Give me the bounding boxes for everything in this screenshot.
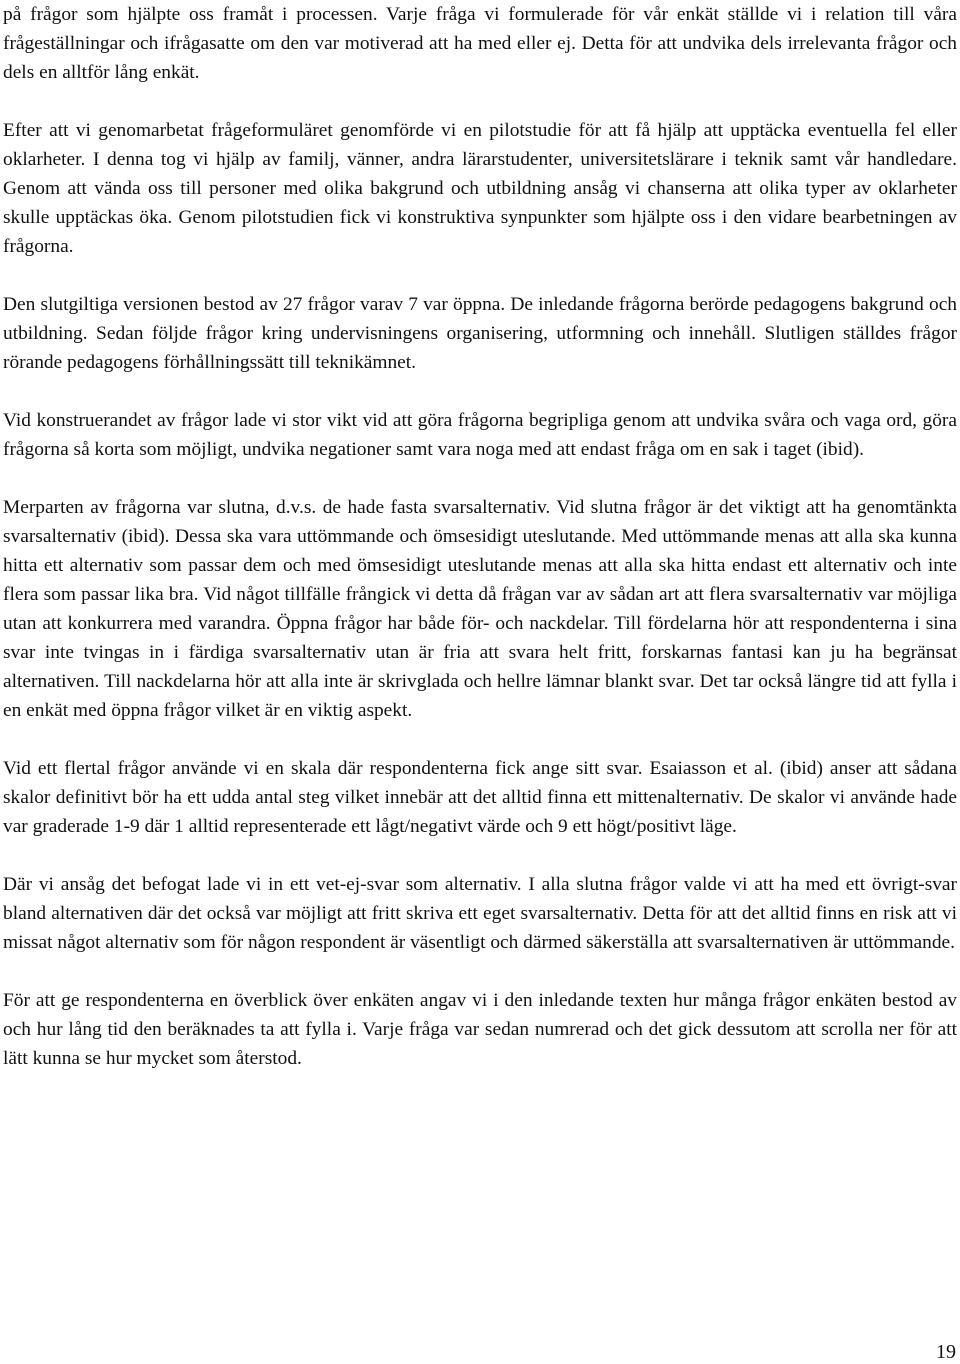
- paragraph-dont-know-option: Där vi ansåg det befogat lade vi in ett vet-ej-svar som alternativ. I alla slutna frågor valde vi att ha med ett övrigt-svar bland alternativen där det också var möjligt att fritt skriva ett eget svarsalternativ. Detta för att det alltid finns en risk att vi missat något alternativ som för någon respondent är väsentligt och därmed säkerställa att svarsalternativen är uttömmande.: [3, 874, 957, 953]
- paragraph-overview: För att ge respondenterna en överblick över enkäten angav vi i den inledande texten hur många frågor enkäten bestod av och hur lång tid den beräknades ta att fylla i. Varje fråga var sedan numrerad och det gick dessutom att scrolla ner för att lätt kunna se hur mycket som återstod.: [3, 990, 957, 1069]
- document-page: [3, 0, 957, 1102]
- paragraph-final-version: Den slutgiltiga versionen bestod av 27 frågor varav 7 var öppna. De inledande frågorna berörde pedagogens bakgrund och utbildning. Sedan följde frågor kring undervisningens organisering, utformning och innehåll. Slutligen ställdes frågor rörande pedagogens förhållningssätt till teknikämnet.: [3, 294, 957, 373]
- page-number: 19: [936, 1341, 956, 1363]
- paragraph-pilot-study: Efter att vi genomarbetat frågeformuläret genomförde vi en pilotstudie för att få hjälp att upptäcka eventuella fel eller oklarheter. I denna tog vi hjälp av familj, vänner, andra lärarstudenter, universitetslärare i teknik samt vår handledare. Genom att vända oss till personer med olika bakgrund och utbildning ansåg vi chanserna att olika typer av oklarheter skulle upptäckas öka. Genom pilotstudien fick vi konstruktiva synpunkter som hjälpte oss i den vidare bearbetningen av frågorna.: [3, 120, 957, 257]
- paragraph-question-construction: Vid konstruerandet av frågor lade vi stor vikt vid att göra frågorna begripliga genom att undvika svåra och vaga ord, göra frågorna så korta som möjligt, undvika negationer samt vara noga med att endast fråga om en sak i taget (ibid).: [3, 410, 957, 460]
- paragraph-scales: Vid ett flertal frågor använde vi en skala där respondenterna fick ange sitt svar. Esaiasson et al. (ibid) anser att sådana skalor definitivt bör ha ett udda antal steg vilket innebär att det alltid finna ett mittenalternativ. De skalor vi använde hade var graderade 1-9 där 1 alltid representerade ett lågt/negativt värde och 9 ett högt/positivt läge.: [3, 758, 957, 837]
- paragraph-closed-questions: Merparten av frågorna var slutna, d.v.s. de hade fasta svarsalternativ. Vid slutna frågor är det viktigt att ha genomtänkta svarsalternativ (ibid). Dessa ska vara uttömmande och ömsesidigt uteslutande. Med uttömmande menas att alla ska kunna hitta ett alternativ som passar dem och med ömsesidigt uteslutande menas att alla ska hitta endast ett alternativ och inte flera som passar lika bra. Vid något tillfälle frångick vi detta då frågan var av sådan art att flera svarsalternativ var möjliga utan att konkurrera med varandra. Öppna frågor har både för- och nackdelar. Till fördelarna hör att respondenterna i sina svar inte tvingas in i färdiga svarsalternativ utan är fria att svara helt fritt, forskarnas fantasi kan ju ha begränsat alternativen. Till nackdelarna hör att alla inte är skrivglada och hellre lämnar blankt svar. Det tar också längre tid att fylla i en enkät med öppna frågor vilket är en viktig aspekt.: [3, 497, 957, 721]
- paragraph-intro-continuation: på frågor som hjälpte oss framåt i processen. Varje fråga vi formulerade för vår enkät ställde vi i relation till våra frågeställningar och ifrågasatte om den var motiverad att ha med eller ej. Detta för att undvika dels irrelevanta frågor och dels en alltför lång enkät.: [3, 4, 957, 83]
